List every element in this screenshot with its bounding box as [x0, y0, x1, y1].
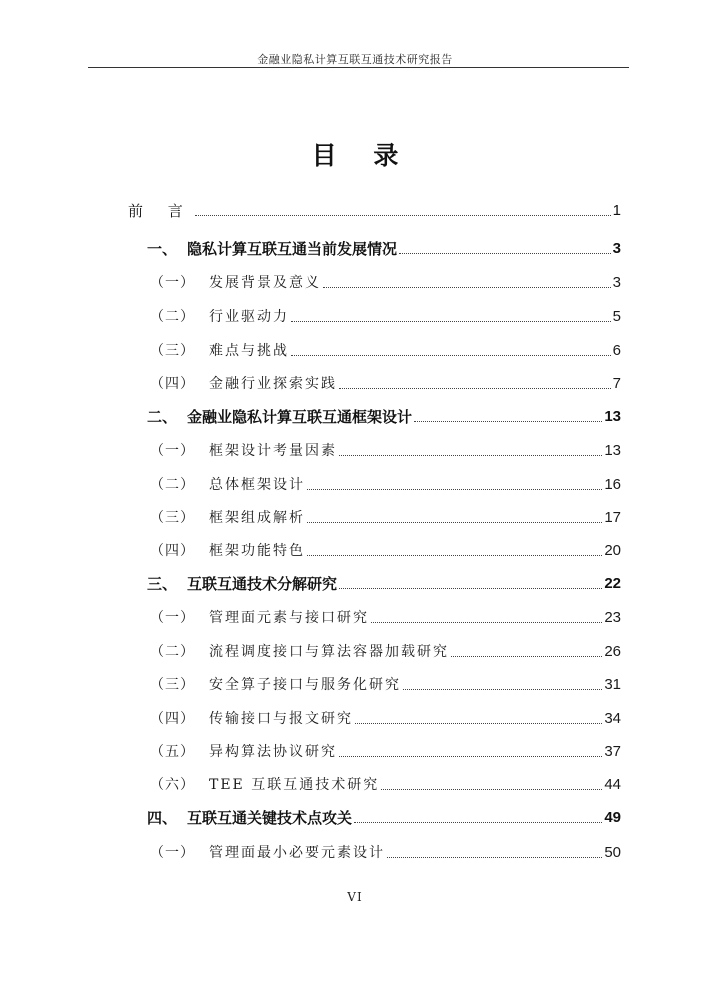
- leader-dots: [354, 822, 602, 823]
- chapter-label: 互联互通关键技术点攻关: [187, 809, 353, 827]
- section-page: 6: [612, 342, 621, 359]
- leader-dots: [291, 355, 611, 356]
- chapter-label: 隐私计算互联互通当前发展情况: [187, 240, 398, 258]
- leader-dots: [399, 253, 611, 254]
- section-page: 31: [604, 676, 621, 693]
- toc-section-4-1[interactable]: [150, 837, 621, 863]
- section-label: 安全算子接口与服务化研究: [209, 677, 401, 693]
- toc-section-2-3[interactable]: [150, 502, 621, 528]
- section-label: 管理面元素与接口研究: [209, 610, 369, 626]
- chapter-page: 13: [604, 408, 621, 425]
- section-number: （一）: [150, 610, 195, 626]
- section-page: 37: [604, 743, 621, 760]
- leader-dots: [414, 421, 602, 422]
- section-page: 3: [612, 274, 621, 291]
- toc-section-3-6[interactable]: [150, 769, 621, 795]
- leader-dots: [339, 388, 611, 389]
- section-number: （五）: [150, 744, 195, 760]
- section-number: （三）: [150, 677, 195, 693]
- leader-dots: [291, 321, 611, 322]
- section-label: 行业驱动力: [209, 309, 289, 325]
- section-page: 13: [604, 442, 621, 459]
- toc-section-3-4[interactable]: [150, 703, 621, 729]
- section-number: （二）: [150, 644, 195, 660]
- section-page: 7: [612, 375, 621, 392]
- toc-section-3-1[interactable]: [150, 602, 621, 628]
- section-label: 发展背景及意义: [209, 275, 321, 291]
- toc-entry-page: 1: [612, 202, 621, 219]
- leader-dots: [307, 555, 602, 556]
- toc-section-3-3[interactable]: [150, 669, 621, 695]
- section-label: 金融行业探索实践: [209, 376, 337, 392]
- toc-entry-preface[interactable]: [128, 195, 621, 221]
- section-label: 框架组成解析: [209, 510, 305, 526]
- page-number: VI: [347, 890, 363, 904]
- section-page: 17: [604, 509, 621, 526]
- section-page: 16: [604, 476, 621, 493]
- leader-dots: [387, 857, 602, 858]
- toc-section-3-5[interactable]: [150, 736, 621, 762]
- toc-title: 目 录: [311, 141, 413, 170]
- section-page: 50: [604, 844, 621, 861]
- section-page: 20: [604, 542, 621, 559]
- section-number: （三）: [150, 510, 195, 526]
- leader-dots: [371, 622, 602, 623]
- toc-section-2-4[interactable]: [150, 535, 621, 561]
- section-number: （四）: [150, 711, 195, 727]
- toc-section-1-4[interactable]: [150, 368, 621, 394]
- section-number: （一）: [150, 845, 195, 861]
- toc-section-2-1[interactable]: [150, 435, 621, 461]
- toc-section-1-1[interactable]: [150, 267, 621, 293]
- toc-section-3-2[interactable]: [150, 636, 621, 662]
- section-label: 总体框架设计: [209, 477, 305, 493]
- toc-chapter-1[interactable]: [147, 233, 621, 259]
- toc-section-1-2[interactable]: [150, 301, 621, 327]
- section-number: （一）: [150, 275, 195, 291]
- chapter-page: 49: [604, 809, 621, 826]
- toc-section-1-3[interactable]: [150, 335, 621, 361]
- section-page: 34: [604, 710, 621, 727]
- toc-chapter-2[interactable]: [147, 401, 621, 427]
- leader-dots: [355, 723, 602, 724]
- section-label: 框架设计考量因素: [209, 443, 337, 459]
- section-number: （六）: [150, 777, 195, 793]
- section-page: 5: [612, 308, 621, 325]
- section-page: 44: [604, 776, 621, 793]
- leader-dots: [339, 455, 602, 456]
- toc-entry-label: 前 言: [128, 202, 193, 220]
- section-label: 异构算法协议研究: [209, 744, 337, 760]
- leader-dots: [381, 789, 602, 790]
- section-label: 难点与挑战: [209, 343, 289, 359]
- section-label: 传输接口与报文研究: [209, 711, 353, 727]
- leader-dots: [307, 489, 602, 490]
- chapter-number: 二、: [147, 408, 178, 426]
- leader-dots: [339, 588, 602, 589]
- section-number: （二）: [150, 309, 195, 325]
- chapter-number: 一、: [147, 240, 178, 258]
- leader-dots: [323, 287, 611, 288]
- leader-dots: [195, 215, 611, 216]
- leader-dots: [451, 656, 602, 657]
- toc-section-2-2[interactable]: [150, 469, 621, 495]
- section-number: （一）: [150, 443, 195, 459]
- section-label: 流程调度接口与算法容器加载研究: [209, 644, 449, 660]
- section-page: 26: [604, 643, 621, 660]
- leader-dots: [307, 522, 602, 523]
- toc-chapter-4[interactable]: [147, 802, 621, 828]
- chapter-number: 三、: [147, 575, 178, 593]
- chapter-page: 22: [604, 575, 621, 592]
- leader-dots: [339, 756, 602, 757]
- chapter-label: 金融业隐私计算互联互通框架设计: [187, 408, 413, 426]
- section-number: （三）: [150, 343, 195, 359]
- section-number: （四）: [150, 543, 195, 559]
- running-header: 金融业隐私计算互联互通技术研究报告: [257, 53, 453, 66]
- section-label: 管理面最小必要元素设计: [209, 845, 385, 861]
- section-label: 框架功能特色: [209, 543, 305, 559]
- leader-dots: [403, 689, 602, 690]
- section-page: 23: [604, 609, 621, 626]
- section-number: （四）: [150, 376, 195, 392]
- toc-chapter-3[interactable]: [147, 568, 621, 594]
- chapter-number: 四、: [147, 809, 178, 827]
- section-label: TEE 互联互通技术研究: [209, 777, 380, 793]
- section-number: （二）: [150, 477, 195, 493]
- chapter-label: 互联互通技术分解研究: [187, 575, 338, 593]
- chapter-page: 3: [612, 240, 621, 257]
